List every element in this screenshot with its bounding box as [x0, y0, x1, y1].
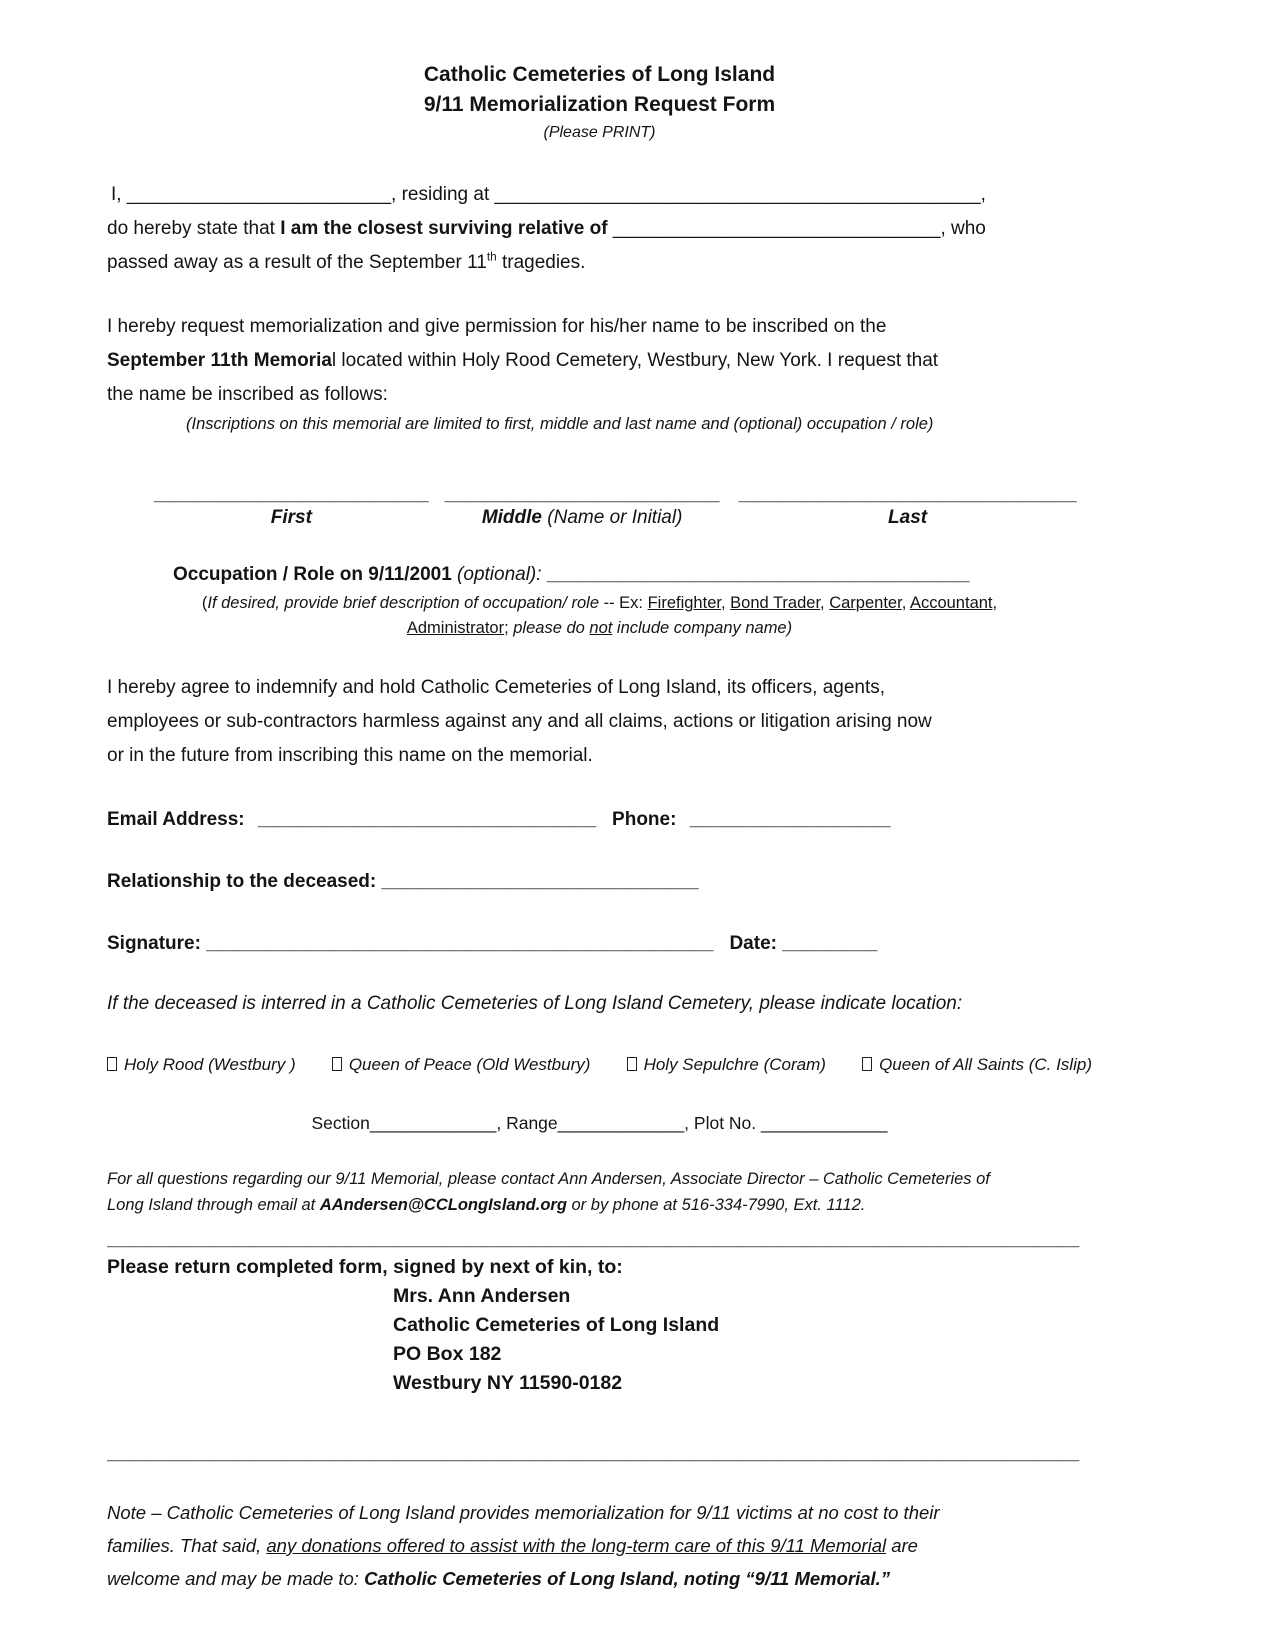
note-text: ,: [720, 594, 731, 612]
declarant-name-blank: _________________________: [126, 184, 392, 205]
email-label: Email Address:: [107, 809, 250, 830]
last-name-field: [739, 484, 1077, 530]
last-name-label: Last: [888, 507, 928, 528]
first-name-blank: __________________________: [154, 484, 429, 505]
request-line-3: the name be inscribed as follows:: [107, 384, 388, 405]
example-occupation: Accountant: [909, 594, 993, 612]
section-range-plot-row: [107, 1113, 1092, 1134]
form-header: [107, 0, 1092, 142]
plot-label: , Plot No.: [684, 1113, 762, 1133]
middle-name-label: Middle (Name or Initial): [481, 507, 683, 528]
declaration-text: passed away as a result of the September 11: [107, 252, 487, 273]
donation-note: [107, 1496, 1092, 1595]
option-label: Queen of All Saints (C. Islip): [879, 1055, 1092, 1074]
declaration-text: do hereby state that: [107, 218, 281, 239]
inscription-note: (Inscriptions on this memorial are limited to first, middle and last name and (optional) occupation / role): [186, 415, 934, 433]
donation-payee-bold: Catholic Cemeteries of Long Island, noting “9/11 Memorial.”: [364, 1568, 891, 1589]
address-blank: ______________________________________________: [494, 184, 981, 205]
date-blank: _________: [782, 933, 878, 954]
phone-blank: ___________________: [689, 809, 891, 830]
return-instructions-heading: Please return completed form, signed by next of kin, to:: [107, 1256, 623, 1278]
note-text: ,: [901, 594, 910, 612]
phone-label: Phone:: [612, 809, 682, 830]
first-name-field: [154, 484, 429, 530]
name-fields-row: [154, 484, 1092, 530]
separator-line: ____________________________________________________________________________________________: [107, 1443, 1080, 1464]
occupation-label: Occupation / Role on 9/11/2001: [173, 564, 458, 585]
location-prompt: If the deceased is interred in a Catholic Cemeteries of Long Island Cemetery, please indicate location:: [107, 993, 963, 1014]
donation-underlined-text: any donations offered to assist with the long-term care of this 9/11 Memorial: [266, 1535, 887, 1556]
relationship-row: [107, 871, 1092, 893]
note-text: ,: [820, 594, 830, 612]
contact-note: [107, 1166, 1092, 1218]
first-name-label: First: [270, 507, 312, 528]
email-phone-row: [107, 809, 1092, 831]
address-line: Westbury NY 11590-0182: [393, 1372, 623, 1394]
note-text: -- Ex:: [603, 594, 648, 612]
section-label: Section: [311, 1113, 370, 1133]
address-line: Catholic Cemeteries of Long Island: [393, 1314, 720, 1336]
note-text: please do: [513, 619, 590, 637]
name-field-gap: [720, 484, 739, 530]
option-label: Holy Sepulchre (Coram): [643, 1055, 826, 1074]
relationship-blank: ______________________________: [381, 871, 699, 892]
note-text: include company name): [612, 619, 793, 637]
option-holy-rood[interactable]: [107, 1055, 296, 1075]
address-line: Mrs. Ann Andersen: [393, 1285, 571, 1307]
declaration-line-1: [111, 178, 1092, 212]
request-text: l located within Holy Rood Cemetery, Westbury, New York. I request that: [331, 350, 939, 371]
example-occupation: Administrator: [406, 619, 505, 637]
request-line-1: I hereby request memorialization and give permission for his/her name to be inscribed on the: [107, 316, 887, 337]
note-text: ;: [504, 619, 514, 637]
declaration-text: tragedies.: [496, 252, 586, 273]
return-address-block: [393, 1282, 1092, 1398]
relationship-label: Relationship to the deceased:: [107, 871, 382, 892]
indemnity-paragraph: [107, 671, 1092, 773]
cemetery-options-row: [107, 1055, 1092, 1075]
checkbox-icon[interactable]: [862, 1057, 872, 1071]
checkbox-icon[interactable]: [332, 1057, 342, 1071]
closest-relative-statement: I am the closest surviving relative of: [280, 218, 613, 239]
memorial-name-bold: September 11th Memoria: [107, 350, 332, 371]
section-blank: _____________: [369, 1113, 497, 1133]
separator-line: ____________________________________________________________________________________________: [107, 1229, 1080, 1250]
declaration-line-3: [107, 246, 1092, 280]
occupation-field: [173, 564, 1092, 586]
declaration-line-2: [107, 212, 1092, 246]
example-occupation: Carpenter: [829, 594, 902, 612]
contact-note-line-2: [107, 1192, 1092, 1218]
option-label: Queen of Peace (Old Westbury): [348, 1055, 591, 1074]
contact-note-text: or by phone at 516-334-7990, Ext. 1112.: [566, 1196, 866, 1214]
declaration-text: , residing at: [391, 184, 495, 205]
signature-label: Signature:: [107, 933, 207, 954]
range-blank: _____________: [557, 1113, 685, 1133]
note-text: If desired, provide brief description of occupation/ role: [207, 594, 604, 612]
name-field-gap: [429, 484, 445, 530]
option-label: Holy Rood (Westbury ): [124, 1055, 296, 1074]
note-text-emphasis: not: [589, 619, 613, 637]
declaration-text: ,: [980, 184, 986, 205]
checkbox-icon[interactable]: [107, 1057, 117, 1071]
occupation-note-line-2: [107, 616, 1092, 641]
contact-note-line-1: For all questions regarding our 9/11 Memorial, please contact Ann Andersen, Associate Director – Catholic Cemeteries of: [107, 1170, 990, 1188]
page-title: Catholic Cemeteries of Long Island: [423, 63, 776, 86]
occupation-blank: ________________________________________: [546, 564, 970, 585]
contact-email: AAndersen@CCLongIsland.org: [319, 1196, 567, 1214]
signature-blank: ________________________________________________: [206, 933, 714, 954]
request-line-2: [107, 344, 1092, 378]
signature-row: [107, 933, 1092, 955]
request-paragraph: [107, 310, 1092, 412]
note-text: ,: [992, 594, 998, 612]
donation-note-text: welcome and may be made to:: [107, 1568, 365, 1589]
option-holy-sepulchre[interactable]: [627, 1055, 826, 1075]
middle-name-blank: __________________________: [444, 484, 720, 505]
deceased-name-blank: _______________________________: [612, 218, 941, 239]
email-blank: ________________________________: [257, 809, 597, 830]
form-content: [107, 0, 1092, 1595]
note-text: (: [201, 594, 208, 612]
checkbox-icon[interactable]: [627, 1057, 637, 1071]
address-line: PO Box 182: [393, 1343, 502, 1365]
declaration-text: , who: [940, 218, 986, 239]
declaration-text: I,: [111, 184, 127, 205]
contact-note-text: Long Island through email at: [107, 1196, 320, 1214]
date-label: Date:: [729, 933, 783, 954]
occupation-note: [107, 591, 1092, 641]
indemnity-line-3: or in the future from inscribing this name on the memorial.: [107, 745, 593, 766]
donation-note-text: are: [886, 1535, 918, 1556]
print-note: (Please PRINT): [543, 124, 656, 141]
example-occupation: Bond Trader: [730, 594, 821, 612]
plot-blank: _____________: [761, 1113, 888, 1133]
page-subtitle: 9/11 Memorialization Request Form: [423, 93, 776, 116]
indemnity-line-2: employees or sub-contractors harmless against any and all claims, actions or litigation arising now: [107, 711, 932, 732]
option-queen-of-peace[interactable]: [332, 1055, 591, 1075]
example-occupation: Firefighter: [647, 594, 721, 612]
donation-note-line-1: Note – Catholic Cemeteries of Long Island provides memorialization for 9/11 victims at no cost to their: [107, 1502, 940, 1523]
donation-note-text: families. That said,: [107, 1535, 267, 1556]
donation-note-line-3: [107, 1562, 1092, 1595]
superscript-th: th: [486, 250, 497, 264]
occupation-optional-label: (optional):: [457, 564, 547, 585]
indemnity-line-1: I hereby agree to indemnify and hold Catholic Cemeteries of Long Island, its officers, agents,: [107, 677, 886, 698]
occupation-note-line-1: [107, 591, 1092, 616]
declaration-paragraph: [107, 178, 1092, 280]
middle-name-field: [445, 484, 720, 530]
option-queen-of-all-saints[interactable]: [862, 1055, 1092, 1075]
donation-note-line-2: [107, 1529, 1092, 1562]
last-name-blank: ________________________________: [738, 484, 1077, 505]
range-label: , Range: [496, 1113, 558, 1133]
